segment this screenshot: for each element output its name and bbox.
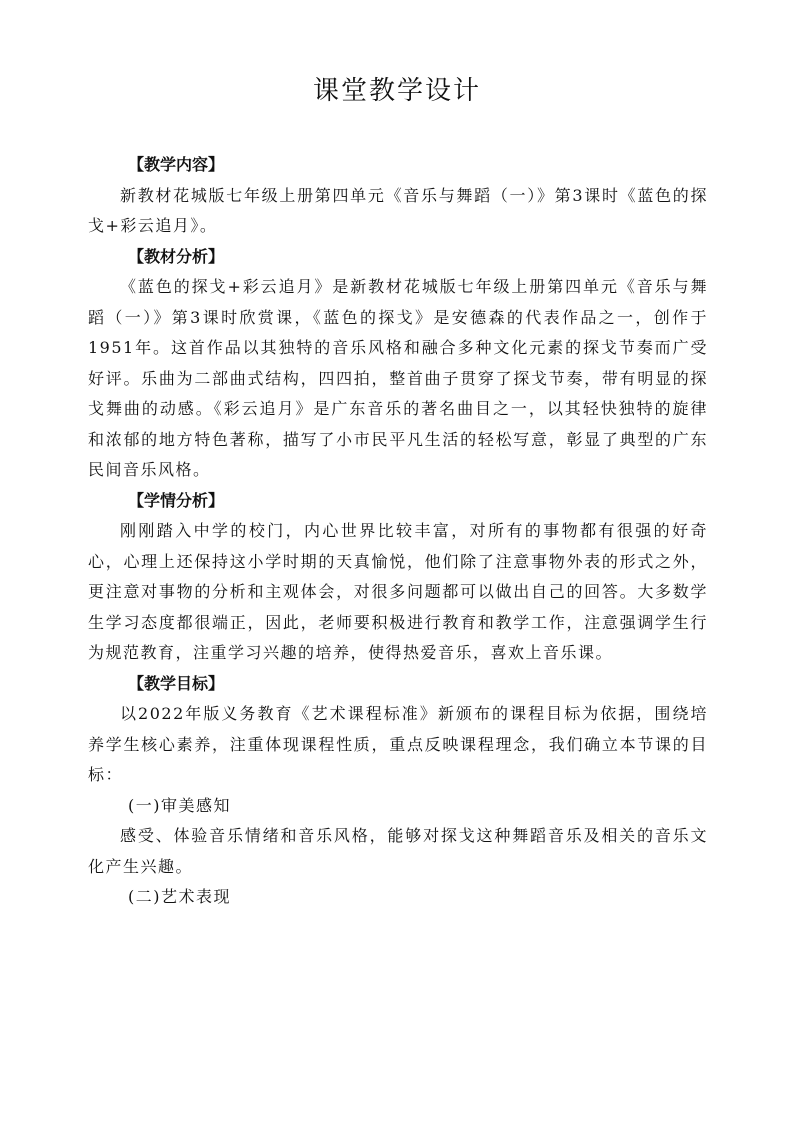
document-body bbox=[88, 150, 708, 913]
section-heading-student-analysis: 【学情分析】 bbox=[128, 490, 225, 510]
section-paragraph: 新教材花城版七年级上册第四单元《音乐与舞蹈（一）》第3课时《蓝色的探戈+彩云追月》。 bbox=[88, 185, 708, 235]
section-paragraph: 以2022年版义务教育《艺术课程标准》新颁布的课程目标为依据，围绕培养学生核心素养，注重体现课程性质，重点反映课程理念，我们确立本节课的目标： bbox=[88, 704, 708, 784]
section-paragraph: 《蓝色的探戈+彩云追月》是新教材花城版七年级上册第四单元《音乐与舞蹈（一）》第3课时欣赏课，《蓝色的探戈》是安德森的代表作品之一，创作于1951年。这首作品以其独特的音乐风格和融合多种文化元素的探戈节奏而广受好评。乐曲为二部曲式结构，四四拍，整首曲子贯穿了探戈节奏，带有明显的探戈舞曲的动感。《彩云追月》是广东音乐的著名曲目之一，以其轻快独特的旋律和浓郁的地方特色著称，描写了小市民平凡生活的轻松写意，彰显了典型的广东民间音乐风格。 bbox=[88, 277, 708, 479]
section-heading-teaching-goals: 【教学目标】 bbox=[128, 673, 225, 693]
goal-label-artistic-expression: (二)艺术表现 bbox=[128, 887, 231, 906]
section-paragraph: 刚刚踏入中学的校门，内心世界比较丰富，对所有的事物都有很强的好奇心，心理上还保持这小学时期的天真愉悦，他们除了注意事物外表的形式之外，更注意对事物的分析和主观体会，对很多问题都可以做出自己的回答。大多数学生学习态度都很端正，因此，老师要积极进行教育和教学工作，注意强调学生行为规范教育，注重学习兴趣的培养，使得热爱音乐，喜欢上音乐课。 bbox=[88, 521, 708, 662]
page-title: 课堂教学设计 bbox=[312, 76, 481, 106]
section-heading-material-analysis: 【教材分析】 bbox=[128, 246, 225, 266]
goal-label-aesthetic-perception: (一)审美感知 bbox=[128, 795, 231, 815]
section-heading-teaching-content: 【教学内容】 bbox=[128, 155, 225, 174]
goal-paragraph: 感受、体验音乐情绪和音乐风格，能够对探戈这种舞蹈音乐及相关的音乐文化产生兴趣。 bbox=[88, 826, 708, 876]
